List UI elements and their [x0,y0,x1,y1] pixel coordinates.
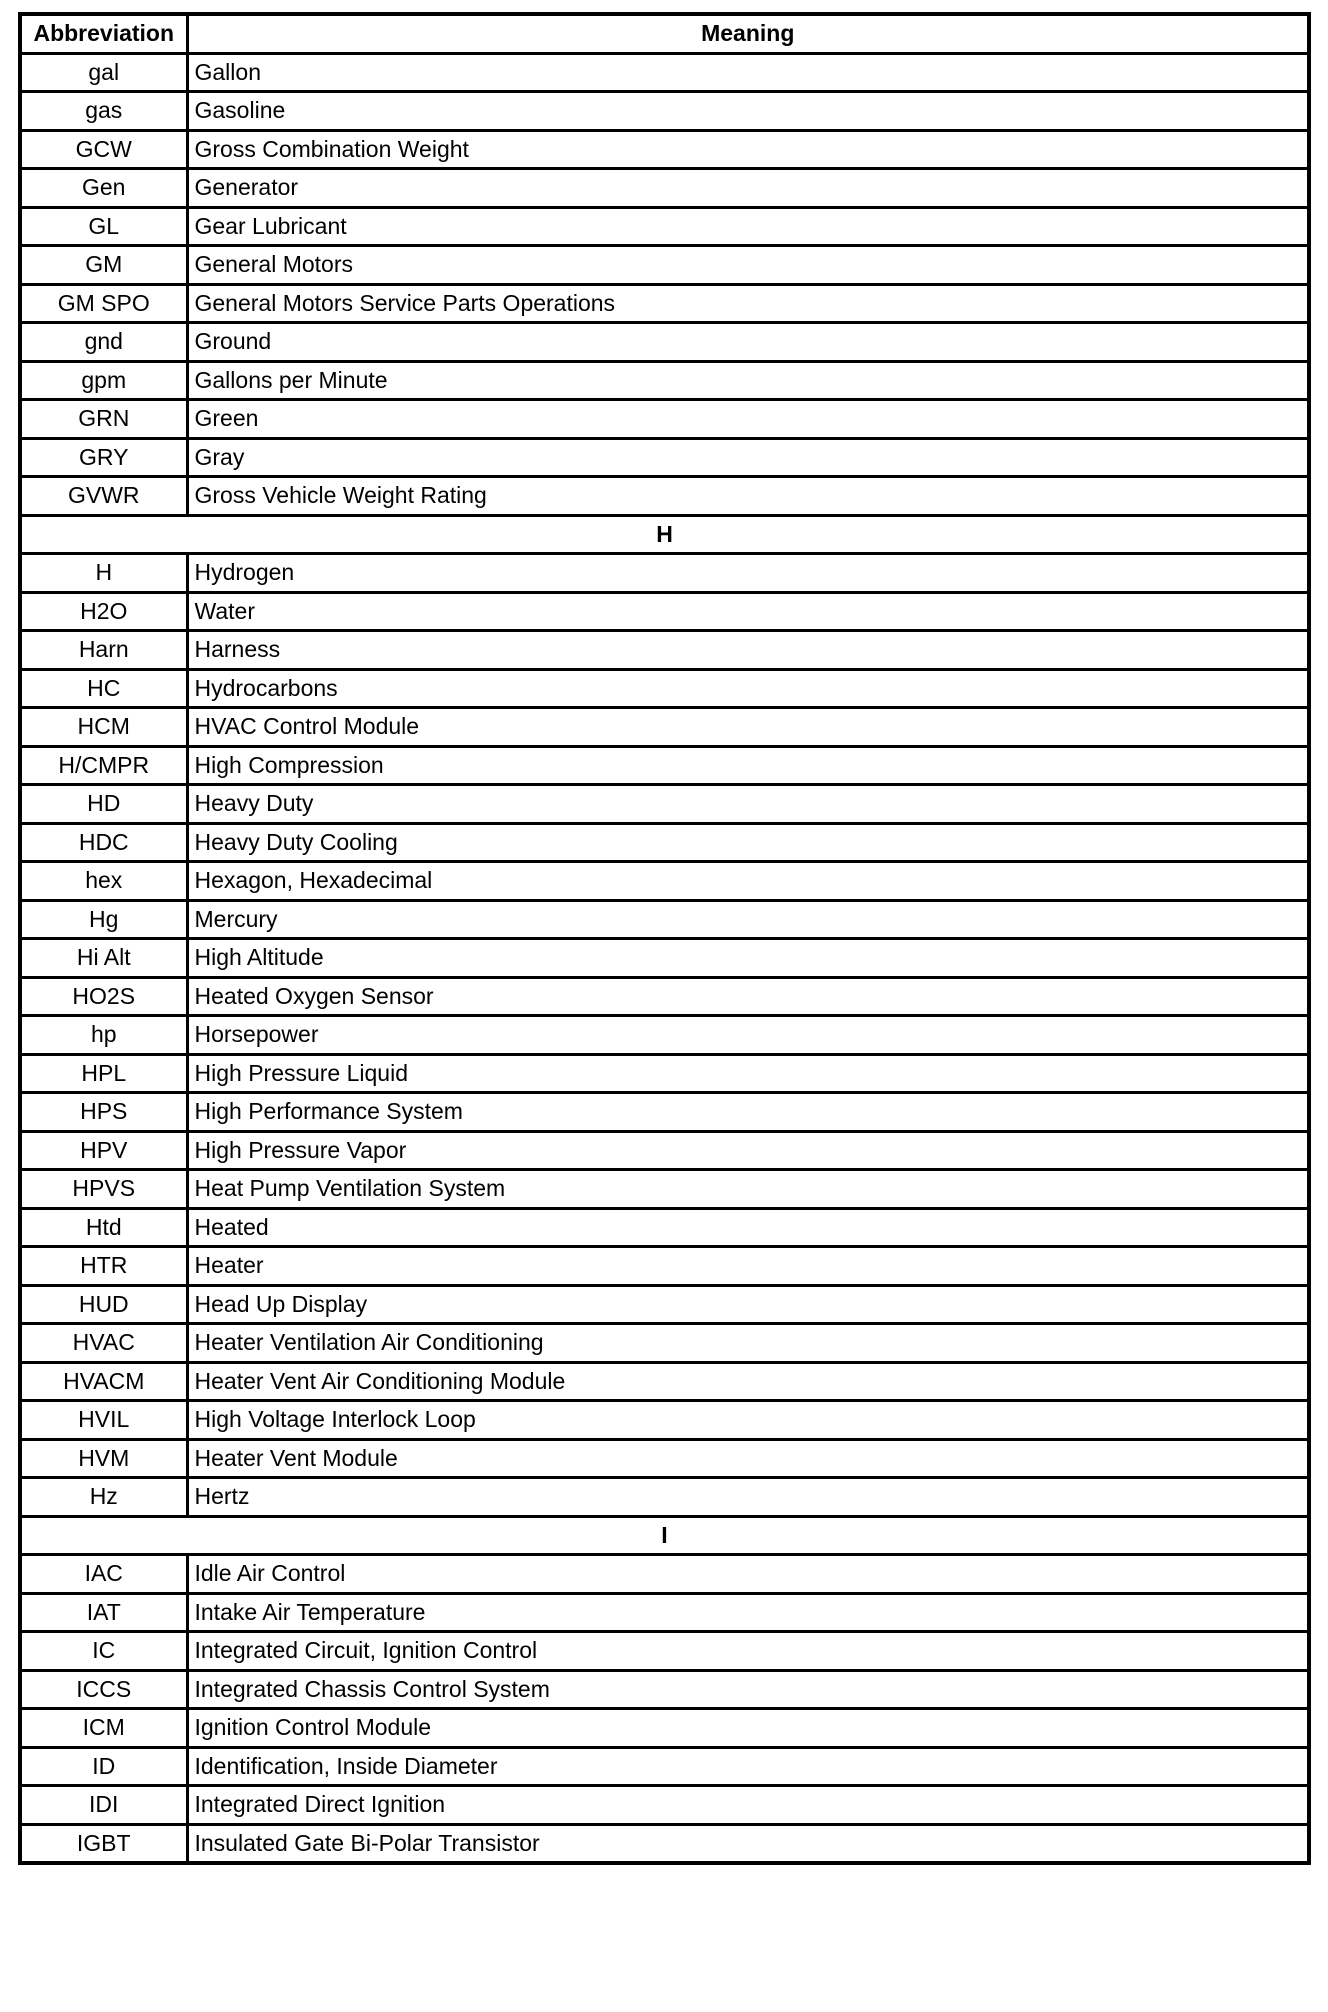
table-row [20,1324,1309,1363]
table-row [20,823,1309,862]
meaning-cell: Hydrogen [187,554,1309,593]
section-letter: H [20,515,1309,554]
table-row [20,900,1309,939]
abbreviation-cell: GM [20,246,187,285]
table-row [20,708,1309,747]
abbreviation-cell: GRY [20,438,187,477]
meaning-cell: Mercury [187,900,1309,939]
meaning-cell: High Performance System [187,1093,1309,1132]
table-row [20,477,1309,516]
header-row [20,14,1309,53]
meaning-cell: Integrated Chassis Control System [187,1670,1309,1709]
header-abbreviation: Abbreviation [20,14,187,53]
abbreviation-cell: HVAC [20,1324,187,1363]
table-body [20,53,1309,1863]
abbreviation-cell: HDC [20,823,187,862]
table-row [20,1555,1309,1594]
abbreviation-cell: ID [20,1747,187,1786]
table-row [20,1670,1309,1709]
table-row [20,1131,1309,1170]
meaning-cell: Green [187,400,1309,439]
meaning-cell: Insulated Gate Bi-Polar Transistor [187,1824,1309,1863]
table-row [20,1401,1309,1440]
abbreviation-cell: H2O [20,592,187,631]
meaning-cell: Gross Combination Weight [187,130,1309,169]
table-row [20,939,1309,978]
table-row [20,323,1309,362]
table-row [20,1208,1309,1247]
table-row [20,1478,1309,1517]
abbreviation-cell: Harn [20,631,187,670]
table-row [20,92,1309,131]
abbreviation-cell: gnd [20,323,187,362]
meaning-cell: High Pressure Vapor [187,1131,1309,1170]
meaning-cell: Integrated Direct Ignition [187,1786,1309,1825]
meaning-cell: Heated [187,1208,1309,1247]
abbreviation-cell: HVACM [20,1362,187,1401]
abbreviation-cell: IDI [20,1786,187,1825]
abbreviation-cell: Hg [20,900,187,939]
meaning-cell: Ground [187,323,1309,362]
abbreviation-cell: gal [20,53,187,92]
abbreviation-cell: IAT [20,1593,187,1632]
abbreviation-cell: HD [20,785,187,824]
table-row [20,1093,1309,1132]
table-row [20,669,1309,708]
meaning-cell: Hertz [187,1478,1309,1517]
meaning-cell: Generator [187,169,1309,208]
meaning-cell: Harness [187,631,1309,670]
abbreviation-cell: ICM [20,1709,187,1748]
meaning-cell: Gallon [187,53,1309,92]
abbreviation-cell: H/CMPR [20,746,187,785]
abbreviation-cell: IAC [20,1555,187,1594]
meaning-cell: Hydrocarbons [187,669,1309,708]
table-row [20,1439,1309,1478]
meaning-cell: Gray [187,438,1309,477]
abbreviation-cell: Gen [20,169,187,208]
meaning-cell: Water [187,592,1309,631]
table-row [20,130,1309,169]
abbreviation-table [18,12,1311,1865]
abbreviation-cell: HPL [20,1054,187,1093]
abbreviation-cell: HPVS [20,1170,187,1209]
abbreviation-cell: H [20,554,187,593]
table-row [20,1709,1309,1748]
abbreviation-cell: hp [20,1016,187,1055]
meaning-cell: Hexagon, Hexadecimal [187,862,1309,901]
table-row [20,53,1309,92]
abbreviation-cell: GL [20,207,187,246]
meaning-cell: Heater Ventilation Air Conditioning [187,1324,1309,1363]
section-row [20,515,1309,554]
table-row [20,400,1309,439]
table-row [20,785,1309,824]
abbreviation-cell: HPV [20,1131,187,1170]
meaning-cell: Gear Lubricant [187,207,1309,246]
meaning-cell: Heavy Duty Cooling [187,823,1309,862]
abbreviation-cell: Hz [20,1478,187,1517]
table-header [20,14,1309,53]
abbreviation-cell: HUD [20,1285,187,1324]
table-row [20,246,1309,285]
meaning-cell: Intake Air Temperature [187,1593,1309,1632]
table-row [20,1054,1309,1093]
table-row [20,592,1309,631]
table-row [20,631,1309,670]
meaning-cell: Head Up Display [187,1285,1309,1324]
table-row [20,862,1309,901]
abbreviation-cell: gpm [20,361,187,400]
meaning-cell: Heavy Duty [187,785,1309,824]
table-row [20,1170,1309,1209]
meaning-cell: HVAC Control Module [187,708,1309,747]
meaning-cell: Idle Air Control [187,1555,1309,1594]
table-row [20,1593,1309,1632]
abbreviation-cell: IC [20,1632,187,1671]
meaning-cell: General Motors [187,246,1309,285]
meaning-cell: Gasoline [187,92,1309,131]
meaning-cell: High Pressure Liquid [187,1054,1309,1093]
header-meaning: Meaning [187,14,1309,53]
abbreviation-cell: Htd [20,1208,187,1247]
meaning-cell: High Altitude [187,939,1309,978]
table-row [20,1247,1309,1286]
meaning-cell: Identification, Inside Diameter [187,1747,1309,1786]
meaning-cell: High Compression [187,746,1309,785]
meaning-cell: Horsepower [187,1016,1309,1055]
table-row [20,1285,1309,1324]
meaning-cell: Heater Vent Module [187,1439,1309,1478]
abbreviation-cell: ICCS [20,1670,187,1709]
meaning-cell: Ignition Control Module [187,1709,1309,1748]
table-row [20,1362,1309,1401]
meaning-cell: Heat Pump Ventilation System [187,1170,1309,1209]
meaning-cell: Heater [187,1247,1309,1286]
abbreviation-cell: Hi Alt [20,939,187,978]
abbreviation-cell: GM SPO [20,284,187,323]
abbreviation-cell: GVWR [20,477,187,516]
abbreviation-cell: HVM [20,1439,187,1478]
abbreviation-cell: gas [20,92,187,131]
meaning-cell: High Voltage Interlock Loop [187,1401,1309,1440]
section-letter: I [20,1516,1309,1555]
abbreviation-cell: HTR [20,1247,187,1286]
abbreviation-cell: GCW [20,130,187,169]
table-row [20,1824,1309,1863]
table-row [20,554,1309,593]
table-row [20,1632,1309,1671]
meaning-cell: Integrated Circuit, Ignition Control [187,1632,1309,1671]
meaning-cell: Heater Vent Air Conditioning Module [187,1362,1309,1401]
table-row [20,1786,1309,1825]
abbreviation-cell: HC [20,669,187,708]
meaning-cell: General Motors Service Parts Operations [187,284,1309,323]
table-row [20,1016,1309,1055]
table-row [20,207,1309,246]
meaning-cell: Heated Oxygen Sensor [187,977,1309,1016]
abbreviation-cell: GRN [20,400,187,439]
table-row [20,361,1309,400]
abbreviation-cell: hex [20,862,187,901]
table-row [20,169,1309,208]
abbreviation-cell: IGBT [20,1824,187,1863]
table-row [20,438,1309,477]
meaning-cell: Gross Vehicle Weight Rating [187,477,1309,516]
abbreviation-cell: HPS [20,1093,187,1132]
section-row [20,1516,1309,1555]
table-row [20,284,1309,323]
abbreviation-cell: HO2S [20,977,187,1016]
abbreviation-cell: HCM [20,708,187,747]
table-row [20,1747,1309,1786]
table-row [20,977,1309,1016]
abbreviation-cell: HVIL [20,1401,187,1440]
meaning-cell: Gallons per Minute [187,361,1309,400]
table-row [20,746,1309,785]
